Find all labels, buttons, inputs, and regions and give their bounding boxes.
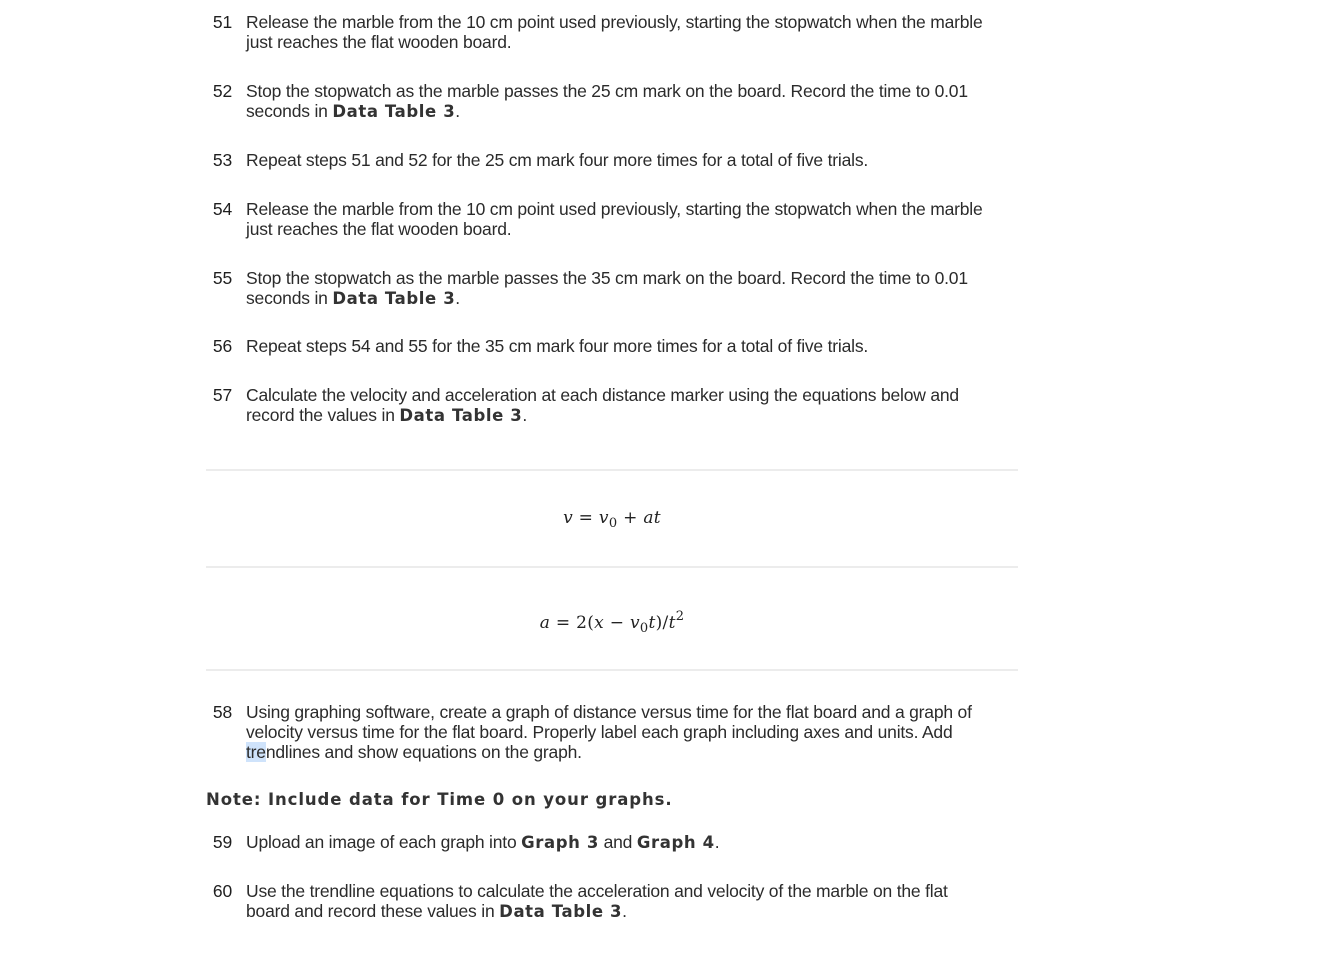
- data-table-ref: Data Table 3: [332, 102, 456, 121]
- eq-symbol: v: [629, 613, 640, 633]
- eq-operator: = 2(: [550, 613, 595, 633]
- eq-symbol: at: [643, 508, 661, 528]
- step-line: Stop the stopwatch as the marble passes the 35 cm mark on the board. Record the time to 0.01: [246, 268, 968, 288]
- step-number: 51: [212, 12, 232, 32]
- step-line: Repeat steps 51 and 52 for the 25 cm mark four more times for a total of five trials.: [246, 150, 869, 170]
- acceleration-equation: [206, 609, 1018, 636]
- text-segment: board and record these values in: [246, 901, 500, 921]
- step-text: [246, 268, 1016, 309]
- text-segment: ndlines and show equations on the graph.: [265, 742, 582, 762]
- eq-superscript: 2: [675, 609, 685, 624]
- eq-symbol: a: [539, 613, 551, 633]
- step-number: 56: [212, 336, 232, 356]
- step-line: velocity versus time for the flat board. Properly label each graph including axes and units. Add: [246, 722, 953, 742]
- equation-divider-middle: [206, 566, 1018, 568]
- eq-subscript: 0: [608, 516, 618, 531]
- eq-operator: =: [572, 508, 599, 528]
- text-segment: record the values in: [246, 405, 400, 425]
- step-line: just reaches the flat wooden board.: [246, 219, 512, 239]
- step-line: just reaches the flat wooden board.: [246, 32, 512, 52]
- velocity-equation: [206, 508, 1018, 531]
- step-text: [246, 832, 1016, 853]
- text-segment: Upload an image of each graph into: [246, 832, 522, 852]
- step-text: [246, 150, 1016, 170]
- eq-symbol: v: [563, 508, 573, 528]
- data-table-ref: Data Table 3: [332, 289, 456, 308]
- step-text: [246, 702, 1016, 762]
- step-line: Using graphing software, create a graph of distance versus time for the flat board and a graph of: [246, 702, 972, 722]
- step-line: Repeat steps 54 and 55 for the 35 cm mark four more times for a total of five trials.: [246, 336, 869, 356]
- text-segment: .: [455, 288, 460, 308]
- step-line: [246, 405, 1016, 426]
- step-text: [246, 12, 1016, 52]
- step-number: 60: [212, 881, 232, 901]
- text-segment: seconds in: [246, 288, 333, 308]
- text-segment: .: [455, 101, 460, 121]
- eq-subscript: 0: [639, 621, 649, 636]
- step-text: [246, 81, 1016, 122]
- eq-operator: )/: [655, 613, 669, 633]
- step-text: [246, 385, 1016, 426]
- graph-ref: Graph 3: [521, 833, 599, 852]
- text-segment: and: [598, 832, 637, 852]
- step-text: [246, 199, 1016, 239]
- text-segment: .: [714, 832, 720, 852]
- text-segment: .: [522, 405, 528, 425]
- eq-symbol: x: [594, 613, 605, 633]
- eq-operator: −: [604, 613, 630, 633]
- eq-operator: +: [617, 508, 644, 528]
- step-number: 58: [212, 702, 232, 722]
- text-selection[interactable]: tre: [246, 742, 266, 762]
- step-number: 57: [212, 385, 232, 405]
- step-line: Use the trendline equations to calculate the acceleration and velocity of the marble on the flat: [246, 881, 948, 901]
- eq-symbol: t: [648, 613, 656, 633]
- step-number: 59: [212, 832, 232, 852]
- step-line: Release the marble from the 10 cm point used previously, starting the stopwatch when the marble: [246, 12, 983, 32]
- step-number: 54: [212, 199, 232, 219]
- step-line: [246, 832, 1016, 853]
- step-line: Release the marble from the 10 cm point used previously, starting the stopwatch when the marble: [246, 199, 983, 219]
- data-table-ref: Data Table 3: [399, 406, 523, 425]
- equation-divider-bottom: [206, 669, 1018, 671]
- eq-symbol: t: [668, 613, 676, 633]
- step-number: 55: [212, 268, 232, 288]
- step-line: [246, 101, 1016, 122]
- text-segment: .: [622, 901, 627, 921]
- step-text: [246, 881, 1016, 922]
- note-text: Note: Include data for Time 0 on your graphs.: [206, 790, 673, 809]
- step-line: [246, 288, 1016, 309]
- step-line: [246, 901, 1016, 922]
- equation-divider-top: [206, 469, 1018, 471]
- graph-ref: Graph 4: [636, 833, 715, 852]
- step-line: Stop the stopwatch as the marble passes the 25 cm mark on the board. Record the time to 0.01: [246, 81, 968, 101]
- eq-symbol: v: [598, 508, 609, 528]
- step-line: Calculate the velocity and acceleration at each distance marker using the equations below and: [246, 385, 959, 405]
- step-number: 53: [212, 150, 232, 170]
- step-line: [246, 742, 1016, 762]
- step-text: [246, 336, 1016, 356]
- text-segment: seconds in: [246, 101, 333, 121]
- data-table-ref: Data Table 3: [499, 902, 623, 921]
- step-number: 52: [212, 81, 232, 101]
